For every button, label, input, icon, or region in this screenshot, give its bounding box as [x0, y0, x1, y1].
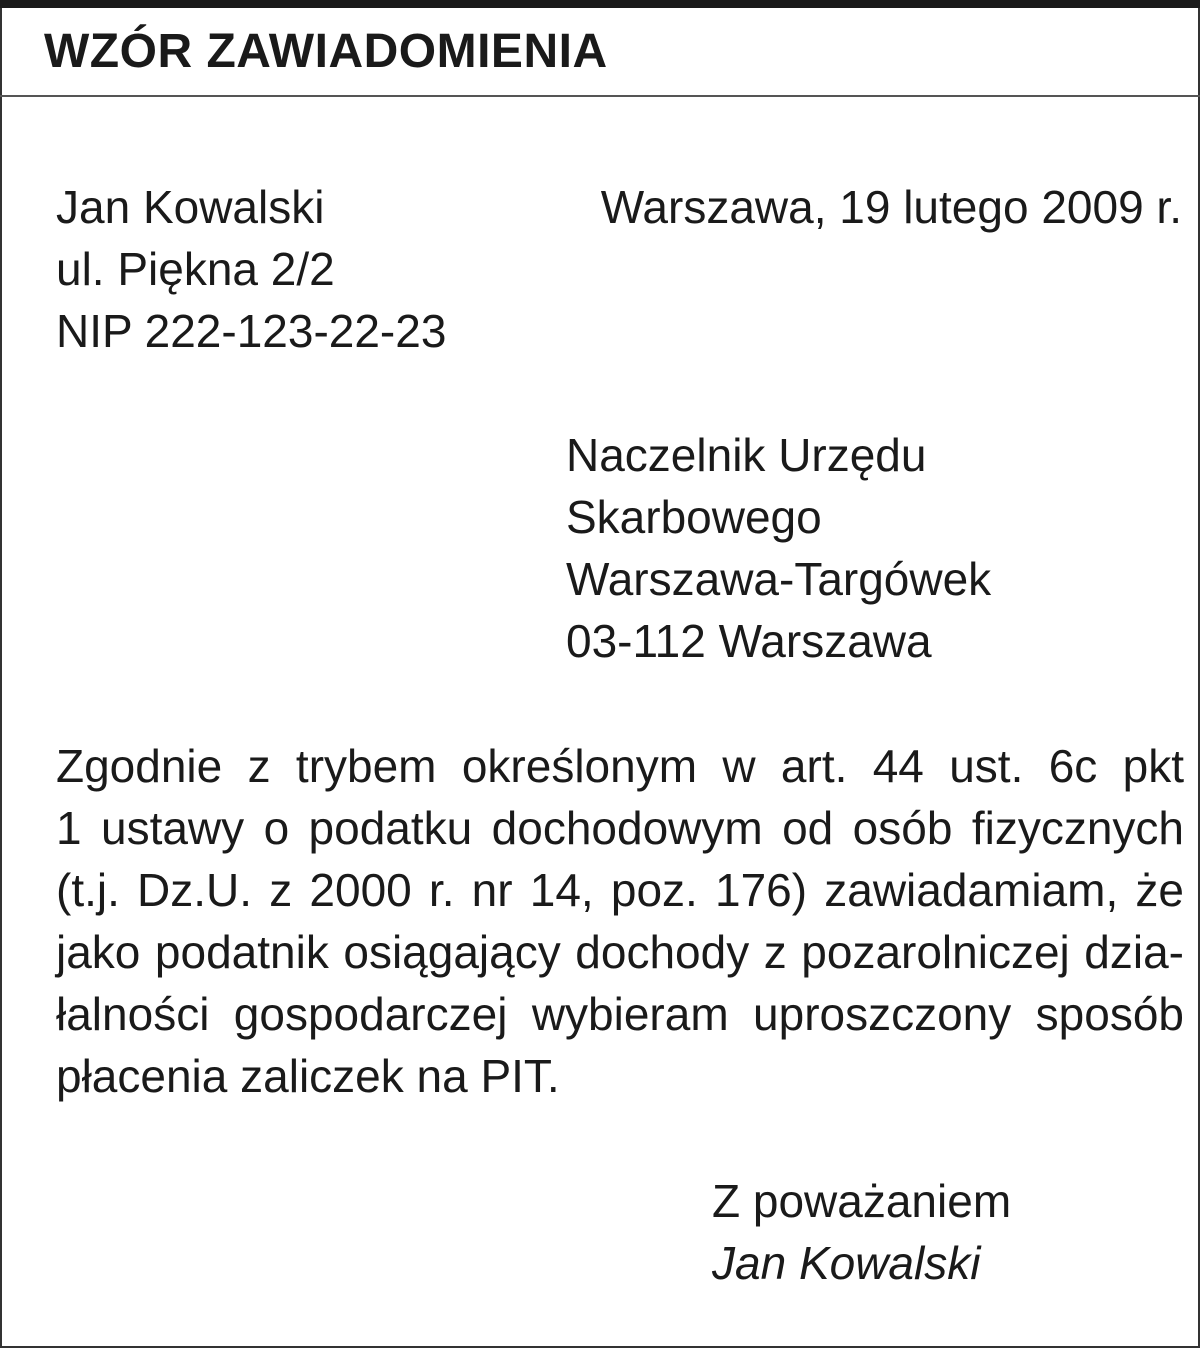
- place-and-date: Warszawa, 19 lutego 2009 r.: [600, 181, 1182, 233]
- top-rule: [0, 0, 1200, 8]
- body-line-3: (t.j. Dz.U. z 2000 r. nr 14, poz. 176) zawiadamiam, że: [56, 864, 1184, 916]
- recipient-line-1: Naczelnik Urzędu: [566, 429, 927, 481]
- sender-nip: NIP 222-123-22-23: [56, 305, 447, 357]
- closing-salutation: Z poważaniem: [712, 1175, 1012, 1227]
- sender-name: Jan Kowalski: [56, 181, 325, 233]
- signature: Jan Kowalski: [712, 1237, 981, 1289]
- recipient-line-2: Skarbowego: [566, 491, 822, 543]
- recipient-line-3: Warszawa-Targówek: [566, 553, 992, 605]
- body-line-4: jako podatnik osiągający dochody z pozarolniczej dzia-: [56, 926, 1184, 978]
- body-line-6: płacenia zaliczek na PIT.: [56, 1050, 560, 1102]
- body-line-5: łalności gospodarczej wybieram uproszczony sposób: [56, 988, 1184, 1040]
- closing-block: [712, 1170, 1011, 1294]
- recipient-block: [566, 424, 991, 672]
- document-title: WZÓR ZAWIADOMIENIA: [44, 25, 608, 78]
- body-line-2: 1 ustawy o podatku dochodowym od osób fizycznych: [56, 802, 1184, 854]
- body-line-1: Zgodnie z trybem określonym w art. 44 ust. 6c pkt: [56, 740, 1184, 792]
- header-divider: [0, 95, 1200, 97]
- sender-block: [56, 176, 446, 362]
- notification-body: [56, 735, 1184, 1107]
- sender-street: ul. Piękna 2/2: [56, 243, 335, 295]
- recipient-line-4: 03-112 Warszawa: [566, 615, 932, 667]
